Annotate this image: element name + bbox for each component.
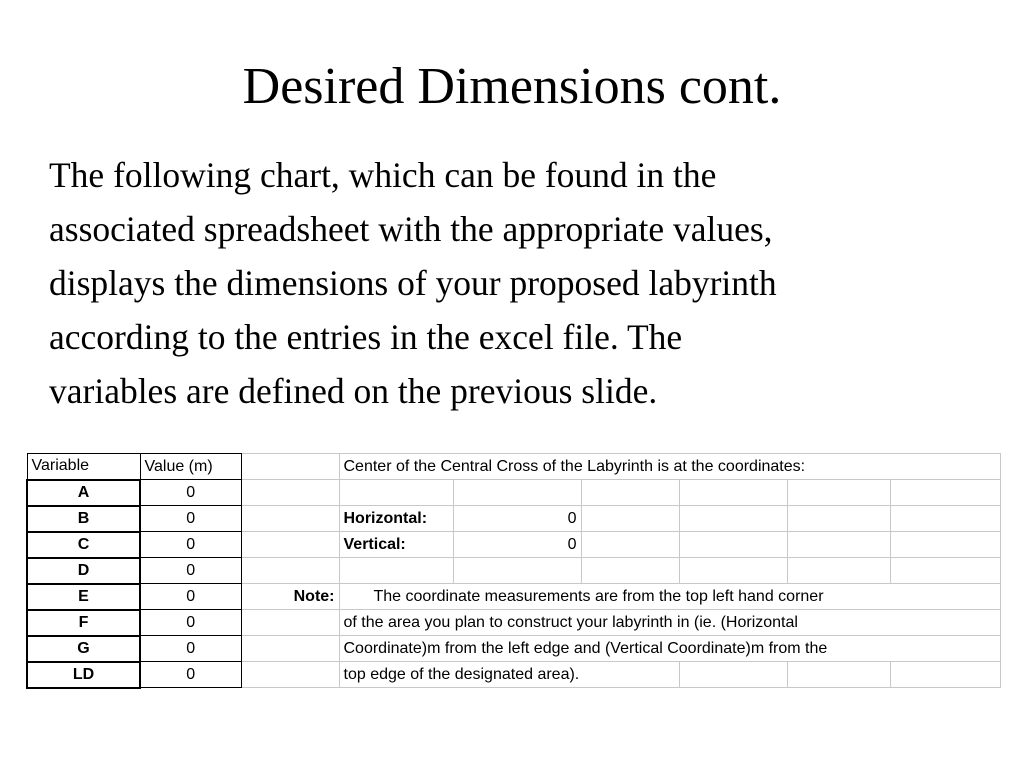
table-row <box>27 662 1000 688</box>
value-cell: 0 <box>140 636 241 662</box>
table-row <box>27 480 1000 506</box>
body-line: associated spreadsheet with the appropriate values, <box>49 209 773 249</box>
note-line: top edge of the designated area). <box>339 662 679 688</box>
body-line: variables are defined on the previous slide. <box>49 371 658 411</box>
value-cell: 0 <box>140 506 241 532</box>
slide-body-text <box>49 148 1009 418</box>
variable-cell: A <box>27 480 140 506</box>
body-line: according to the entries in the excel file. The <box>49 317 683 357</box>
variable-cell: LD <box>27 662 140 688</box>
cell <box>241 454 339 480</box>
value-cell: 0 <box>140 662 241 688</box>
value-cell: 0 <box>140 610 241 636</box>
horizontal-value: 0 <box>453 506 581 532</box>
table-row <box>27 532 1000 558</box>
table-row <box>27 454 1000 480</box>
variable-cell: G <box>27 636 140 662</box>
variable-cell: D <box>27 558 140 584</box>
note-label: Note: <box>241 584 339 610</box>
variable-cell: B <box>27 506 140 532</box>
value-cell: 0 <box>140 532 241 558</box>
slide-title: Desired Dimensions cont. <box>242 58 782 115</box>
table-row <box>27 506 1000 532</box>
center-coordinates-heading: Center of the Central Cross of the Labyrinth is at the coordinates: <box>339 454 1000 480</box>
table-row <box>27 584 1000 610</box>
value-cell: 0 <box>140 584 241 610</box>
table-row <box>27 558 1000 584</box>
variable-cell: F <box>27 610 140 636</box>
value-cell: 0 <box>140 558 241 584</box>
vertical-value: 0 <box>453 532 581 558</box>
body-line: displays the dimensions of your proposed labyrinth <box>49 263 777 303</box>
value-cell: 0 <box>140 480 241 506</box>
note-line: of the area you plan to construct your labyrinth in (ie. (Horizontal <box>339 610 1000 636</box>
table-row <box>27 610 1000 636</box>
variable-header: Variable <box>27 454 140 480</box>
table-row <box>27 636 1000 662</box>
value-header: Value (m) <box>140 454 241 480</box>
vertical-label: Vertical: <box>339 532 453 558</box>
variable-cell: E <box>27 584 140 610</box>
variable-cell: C <box>27 532 140 558</box>
note-line: The coordinate measurements are from the top left hand corner <box>339 584 1000 610</box>
horizontal-label: Horizontal: <box>339 506 453 532</box>
body-line: The following chart, which can be found in the <box>49 155 717 195</box>
note-line: Coordinate)m from the left edge and (Vertical Coordinate)m from the <box>339 636 1000 662</box>
spreadsheet-table <box>26 453 1001 689</box>
